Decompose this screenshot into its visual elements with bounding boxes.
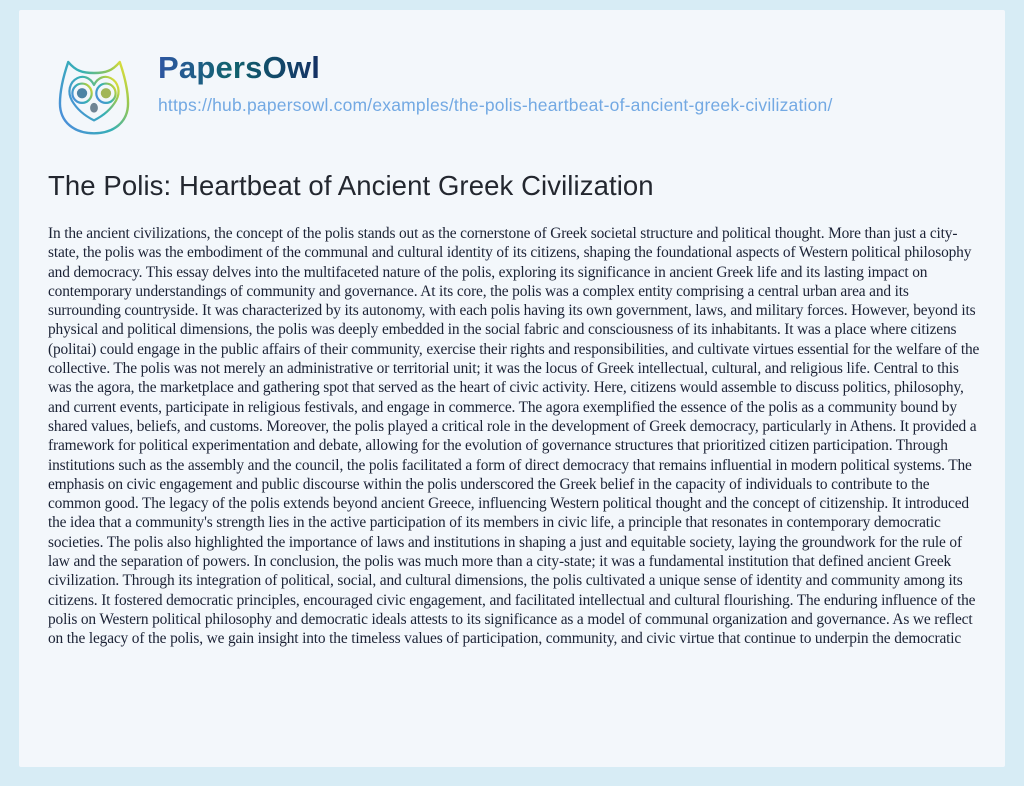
- owl-logo-icon: [48, 48, 140, 144]
- document-panel: [19, 10, 1005, 767]
- brand-title: PapersOwl: [158, 50, 321, 85]
- source-url-link[interactable]: https://hub.papersowl.com/examples/the-polis-heartbeat-of-ancient-greek-civilization/: [158, 95, 833, 115]
- article-title: The Polis: Heartbeat of Ancient Greek Civilization: [48, 170, 654, 201]
- site-header: [48, 46, 975, 144]
- header-text: [158, 46, 833, 116]
- article-body: In the ancient civilizations, the concept of the polis stands out as the cornerstone of Greek societal structure and political thought. More than just a city-state, the polis was the embodiment of the communal and cultural identity of its citizens, shaping the foundational aspects of Western political philosophy and democracy. This essay delves into the multifaceted nature of the polis, exploring its significance in ancient Greek life and its lasting impact on contemporary understandings of community and governance. At its core, the polis was a complex entity comprising a central urban area and its surrounding countryside. It was characterized by its autonomy, with each polis having its own government, laws, and military forces. However, beyond its physical and political dimensions, the polis was deeply embedded in the social fabric and consciousness of its inhabitants. It was a place where citizens (politai) could engage in the public affairs of their community, exercise their rights and responsibilities, and cultivate virtues essential for the welfare of the collective. The polis was not merely an administrative or territorial unit; it was the locus of Greek intellectual, cultural, and religious life. Central to this was the agora, the marketplace and gathering spot that served as the heart of civic activity. Here, citizens would assemble to discuss politics, philosophy, and current events, participate in religious festivals, and engage in commerce. The agora exemplified the essence of the polis as a community bound by shared values, beliefs, and customs. Moreover, the polis played a critical role in the development of Greek democracy, particularly in Athens. It provided a framework for political experimentation and debate, allowing for the evolution of governance structures that prioritized citizen participation. Through institutions such as the assembly and the council, the polis facilitated a form of direct democracy that remains influential in modern political systems. The emphasis on civic engagement and public discourse within the polis underscored the Greek belief in the capacity of individuals to contribute to the common good. The legacy of the polis extends beyond ancient Greece, influencing Western political thought and the concept of citizenship. It introduced the idea that a community's strength lies in the active participation of its members in civic life, a principle that resonates in contemporary democratic societies. The polis also highlighted the importance of laws and institutions in shaping a just and equitable society, laying the groundwork for the rule of law and the separation of powers. In conclusion, the polis was much more than a city-state; it was a fundamental institution that defined ancient Greek civilization. Through its integration of political, social, and cultural dimensions, the polis cultivated a unique sense of identity and community among its citizens. It fostered democratic principles, encouraged civic engagement, and facilitated intellectual and cultural flourishing. The enduring influence of the polis on Western political philosophy and democratic ideals attests to its significance as a model of communal organization and governance. As we reflect on the legacy of the polis, we gain insight into the timeless values of participation, community, and civic virtue that continue to underpin the democratic: [48, 225, 980, 648]
- papersowl-logo: [48, 48, 140, 144]
